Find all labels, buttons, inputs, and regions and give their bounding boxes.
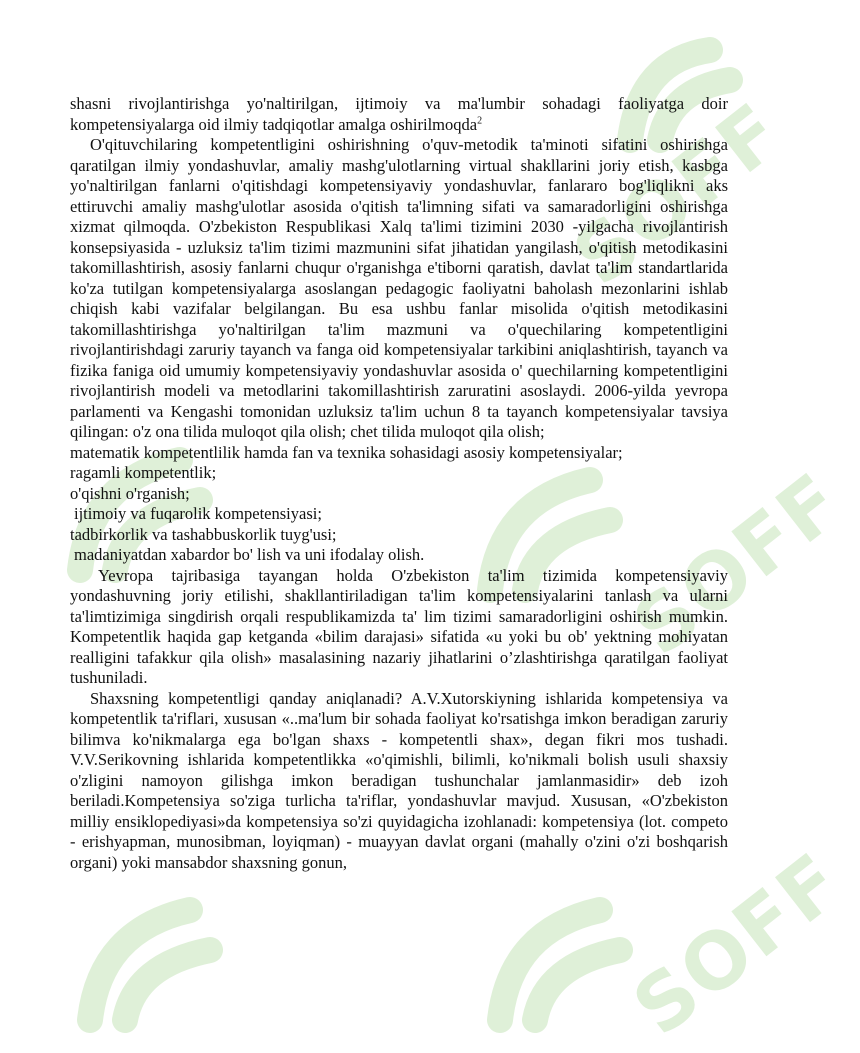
watermark-text: SOFF — [557, 86, 800, 304]
list-item-1: matematik kompetentlilik hamda fan va texnika sohasidagi asosiy kompetensiyalar; — [70, 442, 623, 462]
list-item-2: ragamli kompetentlik; — [70, 463, 217, 482]
paragraph-1 — [70, 94, 728, 135]
footnote-marker: 2 — [477, 115, 483, 126]
list-item-5: tadbirkorlik va tashabbuskorlik tuyg'usi; — [70, 524, 337, 544]
watermark-text-mid: SOFF — [617, 456, 860, 674]
paragraph-2: O'qituvchilaring kompetentligini oshirishning o'quv-metodik ta'minoti sifatini oshirishga qaratilgan ilmiy yondashuvlar, amaliy mashg'ulotlarning virtual shakllarini joriy etish, kasbga yo'naltirilgan fanlarni o'qitishdagi kompetensiyaviy yondashuvlar, fanlararo bog'liqlikni aks ettiruvchi amaliy mashg'ulotlar asosida o'qitish ta'limning sifati va samaradorligini oshirishga xizmat qilmoqda. O'zbekiston Respublikasi Xalq ta'limi tizimini 2030 -yilgacha rivojlantirish konsepsiyasida - uzluksiz ta'lim tizimi mazmunini sifat jihatidan yangilash, o'qitish metodikasini takomillashtirish, asosiy fanlarni chuqur o'rganishga e'tiborni qaratish, davlat ta'lim standartlarida ko'za tutilgan kompetensiyalarga asoslangan pedagogic faoliyatni baholash mezonlarini ishlab chiqish kabi vazifalar belgilangan. Bu esa ushbu fanlar misolida o'qitish metodikasini takomillashtirishga yo'naltirilgan ta'lim mazmuni va o'quechilaring kompetentligini rivojlantirishdagi zaruriy tayanch va fanga oid kompetensiyalar tarkibini aniqlashtirish, tayanch va fizika faniga oid umumiy kompetensiyaviy yondashuvlar asosida o' quechilarning kompetentligini rivojlantirish modeli va metodlarini takomillashtirish zaruratini asoslaydi. 2006-yilda yevropa parlamenti va Kengashi tomonidan uzluksiz ta'lim uchun 8 ta tayanch kompetensiyalar tavsiya qilingan: o'z ona tilida muloqot qila olish; chet tilida muloqot qila olish; — [70, 135, 728, 441]
watermark-text-bottom: SOFF — [617, 836, 860, 1053]
paragraph-1-text: shasni rivojlantirishga yo'naltirilgan, ijtimoiy va ma'lumbir sohadagi faoliyatga doir kompetensiyalarga oid ilmiy tadqiqotlar amalga oshirilmoqda — [70, 94, 728, 134]
list-item-3: o'qishni o'rganish; — [70, 483, 190, 503]
paragraph-4: Shaxsning kompetentligi qanday aniqlanadi? A.V.Xutorskiyning ishlarida kompetensiya va kompetentlik ta'riflari, xususan «..ma'lum bir sohada faoliyat ko'rsatishga imkon beradigan zaruriy bilimva ko'nikmalarga ega bo'lgan shaxs - kompetentli shax», degan fikri mos tushadi. V.V.Serikovning ishlarida kompetentlikka «o'qimishli, bilimli, ko'nikmali bolish usuli shaxsiy o'zligini namoyon gilishga imkon beradigan tushunchalar jamlanmasidir» deb izoh beriladi.Kompetensiya so'ziga turlicha ta'riflar, yondashuvlar mavjud. Xususan, «O'zbekiston milliy ensiklopediyasi»da kompetensiya so'zi quyidagicha izohlanadi: kompetensiya (lot. competo - erishyapman, munosibman, loyiqman) - muayyan davlat organi (mahally o'zini o'zi boshqarish organi) yoki mansabdor shaxsning gonun, — [70, 688, 728, 872]
paragraph-3: Yevropa tajribasiga tayangan holda O'zbekiston ta'lim tizimida kompetensiyaviy yondashuvning joriy etilishi, shakllantiriladigan ta'lim kompetensiyalarini tanlash va ularni ta'limtizimiga singdirish orqali respublikamizda ta' lim tizimi samaradorligini oshirish mumkin. Kompetentlik haqida gap ketganda «bilim darajasi» sifatida «u yoki bu ob' yektning mohiyatan realligini tafakkur qila olish» masalasining nazariy jihatlarini o’zlashtirishga qaratilgan faoliyat tushuniladi. — [70, 565, 728, 687]
watermark-logo-bottom-left — [70, 860, 270, 1030]
document-page — [70, 94, 728, 873]
list-item-6: madaniyatdan xabardor bo' lish va uni ifodalay olish. — [74, 545, 425, 564]
list-item-4: ijtimoiy va fuqarolik kompetensiyasi; — [74, 504, 322, 523]
